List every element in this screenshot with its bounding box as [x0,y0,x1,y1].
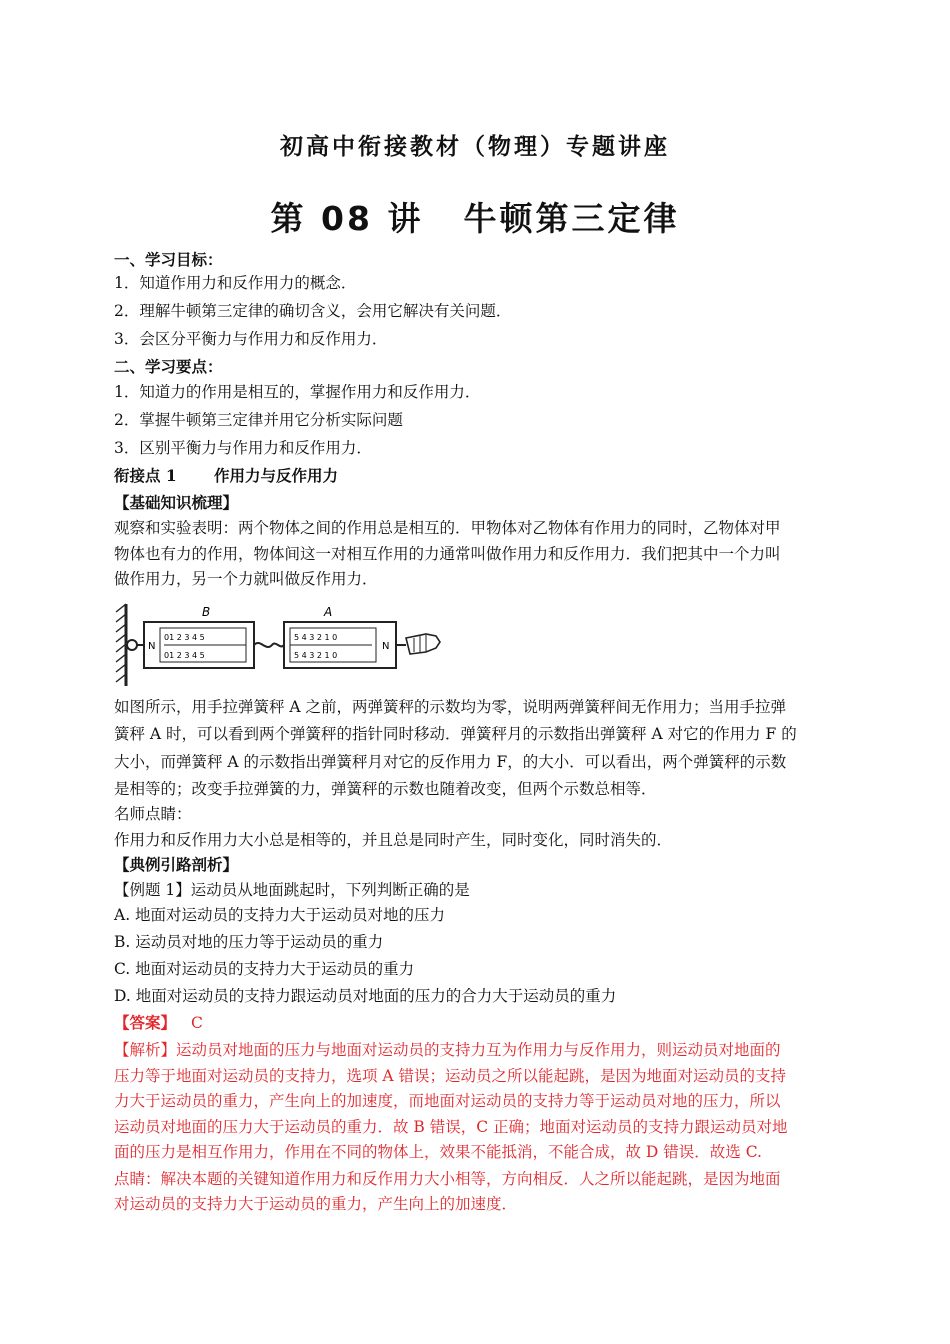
option-d: D. 地面对运动员的支持力跟运动员对地面的压力的合力大于运动员的重力 [114,987,617,1005]
spring-scale-b [144,622,254,668]
option-c: C. 地面对运动员的支持力大于运动员的重力 [114,960,415,978]
objective-item: 1．知道作用力和反作用力的概念． [114,274,357,292]
option-b: B. 运动员对地的压力等于运动员的重力 [114,933,384,951]
comment-line: 点睛：解决本题的关键知道作用力和反作用力大小相等，方向相反．人之所以能起跳，是因为地面 [114,1170,781,1188]
scale-b-top-ticks: 01 2 3 4 5 [164,633,205,642]
analysis-line: 力大于运动员的重力，产生向上的加速度，而地面对运动员的支持力等于运动员对地的压力，所以 [114,1092,781,1110]
label-a: A [324,605,333,619]
scale-b-unit: N [148,641,156,652]
tip-text: 作用力和反作用力大小总是相等的，并且总是同时产生，同时变化，同时消失的． [114,831,673,849]
spring-scale-a [284,622,396,668]
scale-b-bottom-ticks: 01 2 3 4 5 [164,651,205,660]
objective-item: 3．会区分平衡力与作用力和反作用力． [114,330,388,348]
example-question: 【例题 1】运动员从地面跳起时，下列判断正确的是 [114,881,470,899]
lecture-title: 牛顿第三定律 [463,199,680,238]
explain-line: 簧秤 A 时，可以看到两个弹簧秤的指针同时移动．弹簧秤月的示数指出弹簧秤 A 对它的作用力 F 的 [114,725,797,743]
answer-value: C [190,1014,203,1032]
scale-a-top-ticks: 5 4 3 2 1 0 [294,633,338,642]
tip-heading: 名师点睛： [114,805,192,823]
analysis-line: 面的压力是相互作用力，作用在不同的物体上，效果不能抵消，不能合成，故 D 错误．故选 C. [114,1143,762,1161]
option-a: A. 地面对运动员的支持力大于运动员对地的压力 [114,906,446,924]
lecture-title-line [0,193,950,240]
section-heading [114,466,838,486]
keypoints-heading: 二、学习要点： [114,357,223,376]
comment-line: 对运动员的支持力大于运动员的重力，产生向上的加速度． [114,1195,518,1213]
explain-line: 是相等的；改变手拉弹簧的力，弹簧秤的示数也随着改变，但两个示数总相等． [114,780,657,798]
basic-knowledge-heading: 【基础知识梳理】 [114,493,239,512]
answer-line [114,1013,838,1033]
wall-icon [116,604,144,686]
keypoint-item: 1．知道力的作用是相互的，掌握作用力和反作用力． [114,383,481,401]
keypoint-item: 3．区别平衡力与作用力和反作用力． [114,439,372,457]
answer-label: 【答案】 [114,1013,177,1032]
hook-connector [254,643,284,647]
series-title: 初高中衔接教材（物理）专题讲座 [280,134,670,160]
analysis-line: 运动员对地面的压力大于运动员的重力．故 B 错误，C 正确；地面对运动员的支持力跟运动员对地 [114,1118,788,1136]
objectives-heading: 一、学习目标： [114,250,223,269]
spring-scale-figure [114,600,454,692]
keypoint-item: 2．掌握牛顿第三定律并用它分析实际问题 [114,411,403,429]
label-b: B [202,605,211,619]
intro-line: 物体也有力的作用，物体间这一对相互作用的力通常叫做作用力和反作用力．我们把其中一个力叫 [114,545,781,563]
scale-a-bottom-ticks: 5 4 3 2 1 0 [294,651,338,660]
lecture-number: 第 08 讲 [270,199,424,238]
scale-a-unit: N [382,641,390,652]
explain-line: 如图所示，用手拉弹簧秤 A 之前，两弹簧秤的示数均为零，说明两弹簧秤间无作用力；当用手拉弹 [114,698,787,716]
example-heading: 【典例引路剖析】 [114,855,239,874]
intro-line: 观察和实验表明：两个物体之间的作用总是相互的．甲物体对乙物体有作用力的同时，乙物体对甲 [114,519,781,537]
hand-icon [396,634,440,654]
analysis-line: 【解析】运动员对地面的压力与地面对运动员的支持力互为作用力与反作用力，则运动员对地面的 [114,1041,781,1059]
analysis-line: 压力等于地面对运动员的支持力，选项 A 错误；运动员之所以能起跳，是因为地面对运动员的支持 [114,1067,787,1085]
explain-line: 大小，而弹簧秤 A 的示数指出弹簧秤月对它的反作用力 F，的大小．可以看出，两个弹簧秤的示数 [114,753,787,771]
section-label: 衔接点 1 [114,466,177,485]
objective-item: 2．理解牛顿第三定律的确切含义，会用它解决有关问题． [114,302,512,320]
section-title: 作用力与反作用力 [214,466,339,485]
intro-line: 做作用力，另一个力就叫做反作用力． [114,570,378,588]
